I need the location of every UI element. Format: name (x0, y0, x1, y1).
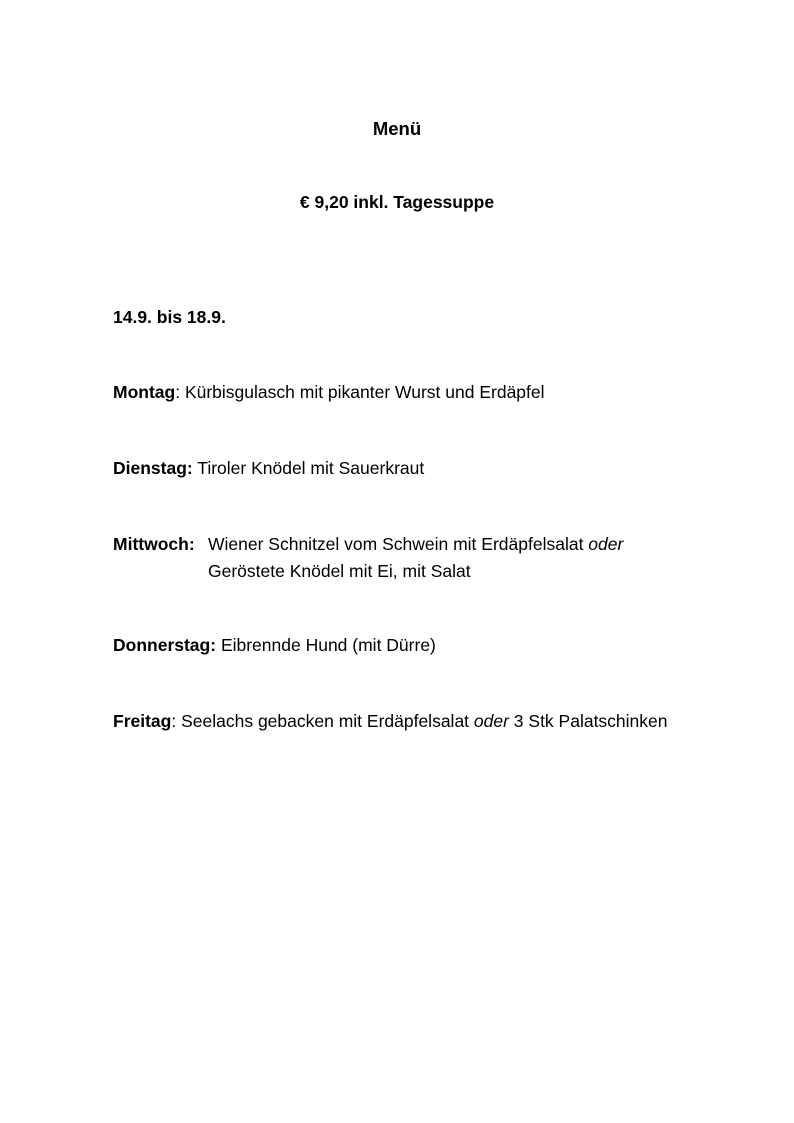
day-label-wednesday: Mittwoch: (113, 534, 195, 554)
separator-friday: : (171, 711, 182, 731)
menu-price: € 9,20 inkl. Tagessuppe (299, 192, 495, 212)
day-label-tuesday: Dienstag: (113, 458, 193, 478)
menu-line-friday (113, 710, 668, 732)
day-label-monday: Montag (113, 382, 176, 402)
date-range: 14.9. bis 18.9. (113, 307, 226, 327)
day-label-friday: Freitag (113, 711, 172, 731)
menu-line-tuesday (113, 457, 424, 479)
or-wednesday: oder (588, 534, 624, 554)
dish-wednesday-2: Geröstete Knödel mit Ei, mit Salat (208, 561, 471, 581)
dish-monday: Kürbisgulasch mit pikanter Wurst und Erdäpfel (184, 382, 545, 402)
dish-friday-2: 3 Stk Palatschinken (508, 711, 668, 731)
menu-title: Menü (372, 118, 422, 139)
menu-line-wednesday (113, 533, 624, 555)
or-friday: oder (473, 711, 509, 731)
dish-thursday: Eibrennde Hund (mit Dürre) (220, 635, 436, 655)
day-label-thursday: Donnerstag: (113, 635, 217, 655)
menu-line-thursday (113, 634, 436, 656)
separator-monday: : (175, 382, 185, 402)
dish-tuesday: Tiroler Knödel mit Sauerkraut (197, 458, 425, 478)
dish-wednesday-1: Wiener Schnitzel vom Schwein mit Erdäpfelsalat (208, 534, 589, 554)
menu-line-monday (113, 381, 545, 403)
dish-friday-1: Seelachs gebacken mit Erdäpfelsalat (181, 711, 474, 731)
